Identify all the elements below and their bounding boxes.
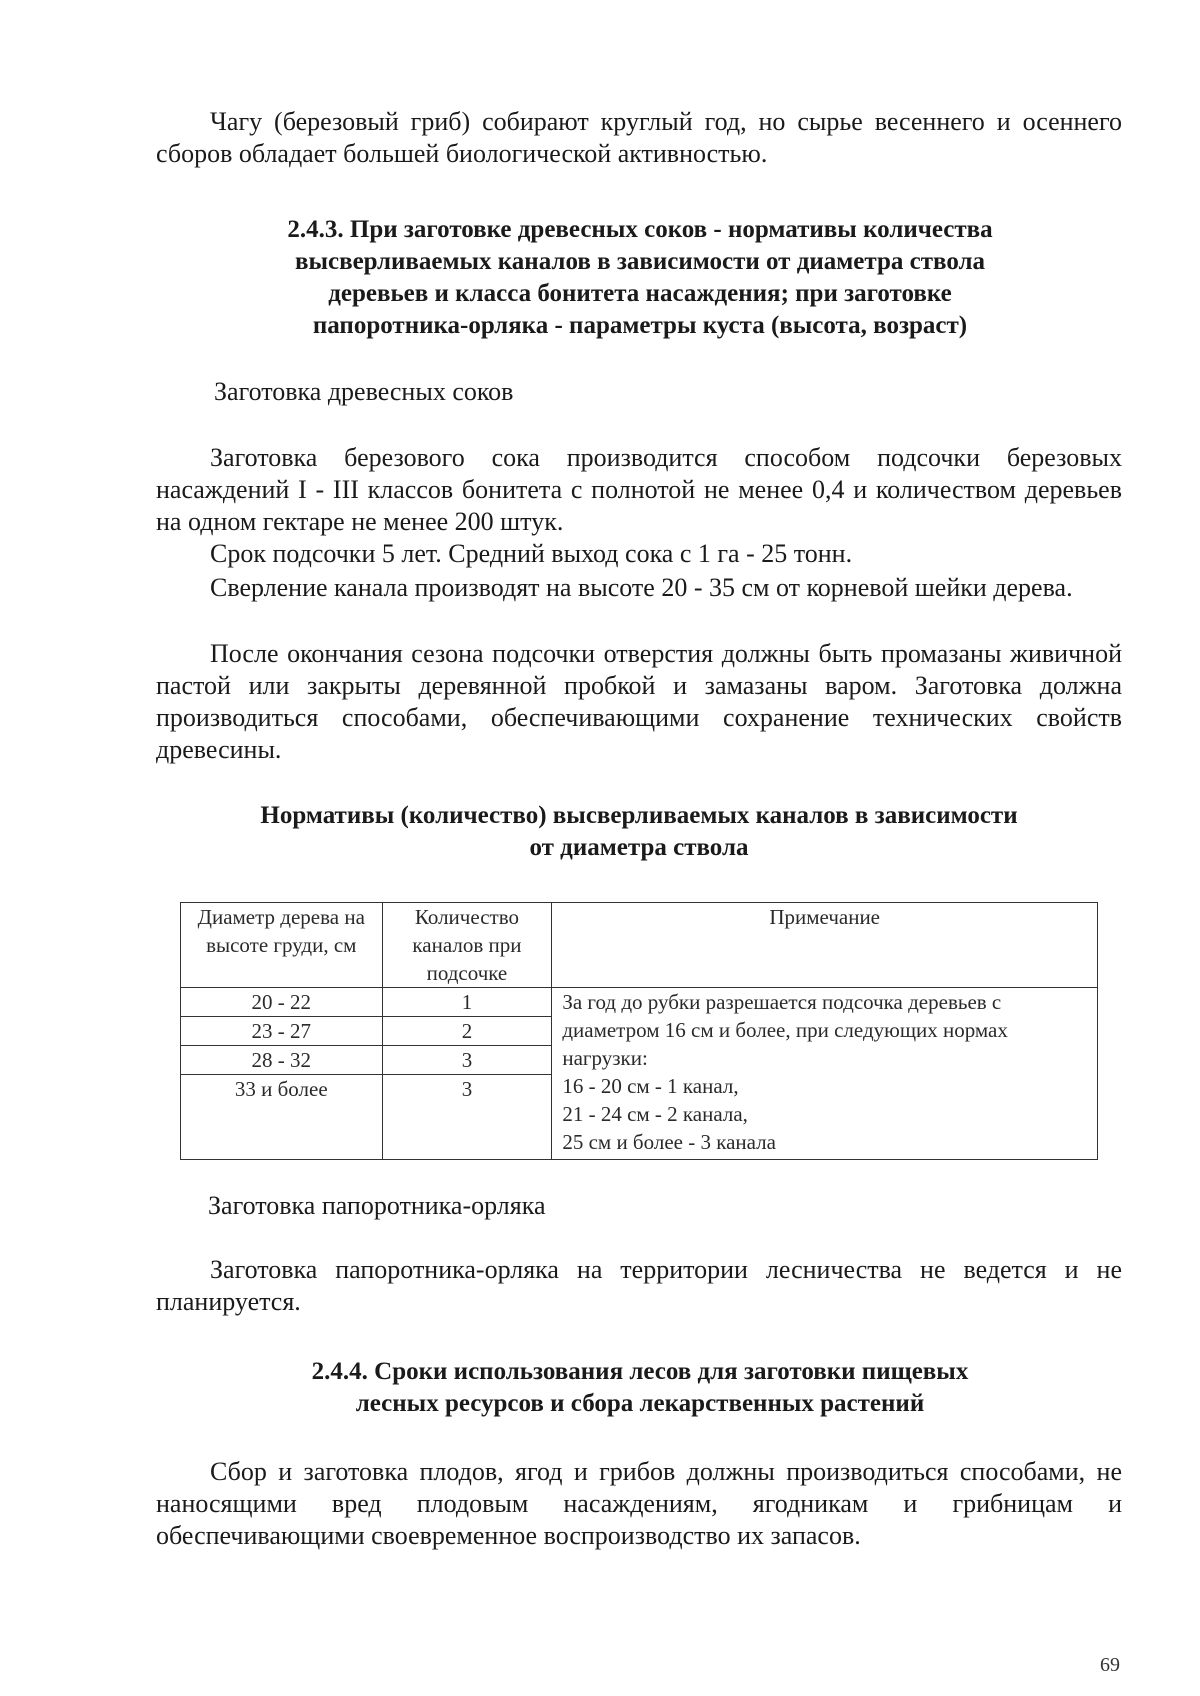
header-channels: Количество каналов при подсочке <box>382 903 552 988</box>
heading-line: 2.4.4. Сроки использования лесов для заготовки пищевых <box>311 1358 969 1385</box>
paragraph-fern: Заготовка папоротника-орляка на территории лесничества не ведется и не планируется. <box>156 1255 1122 1316</box>
note-line: За год до рубки разрешается подсочка деревьев с <box>562 990 1002 1014</box>
table-row <box>181 988 1098 1017</box>
channels-norms-table <box>180 902 1098 1160</box>
section-2-4-4-heading <box>160 1356 1120 1420</box>
cell-diameter: 23 - 27 <box>181 1017 383 1046</box>
table-title <box>180 800 1098 864</box>
section-2-4-3-heading <box>160 214 1120 342</box>
heading-line: высверливаемых каналов в зависимости от диаметра ствола <box>294 248 986 275</box>
table-title-line: Нормативы (количество) высверливаемых каналов в зависимости <box>260 802 1018 829</box>
header-note: Примечание <box>552 903 1098 988</box>
paragraph-chaga: Чагу (березовый гриб) собирают круглый год, но сырье весеннего и осеннего сборов обладает большей биологической активностью. <box>156 107 1122 168</box>
heading-line: лесных ресурсов и сбора лекарственных растений <box>355 1390 925 1417</box>
fern-subheading: Заготовка папоротника-орляка <box>208 1191 546 1220</box>
note-line: нагрузки: <box>562 1046 648 1070</box>
paragraph-drilling-height: Сверление канала производят на высоте 20 - 35 см от корневой шейки дерева. <box>210 573 1073 602</box>
cell-channels: 2 <box>382 1017 552 1046</box>
cell-note <box>552 988 1098 1160</box>
cell-diameter: 33 и более <box>181 1075 383 1160</box>
cell-channels: 3 <box>382 1046 552 1075</box>
heading-line: деревьев и класса бонитета насаждения; при заготовке <box>328 280 952 307</box>
note-line: 16 - 20 см - 1 канал, <box>562 1074 739 1098</box>
cell-diameter: 28 - 32 <box>181 1046 383 1075</box>
heading-line: папоротника-орляка - параметры куста (высота, возраст) <box>312 312 968 339</box>
page-number: 69 <box>1100 1654 1120 1676</box>
note-line: 25 см и более - 3 канала <box>562 1130 776 1154</box>
note-line: диаметром 16 см и более, при следующих нормах <box>562 1018 1008 1042</box>
paragraph-sap-term: Срок подсочки 5 лет. Средний выход сока с 1 га - 25 тонн. <box>210 539 853 568</box>
cell-diameter: 20 - 22 <box>181 988 383 1017</box>
paragraph-sap-method: Заготовка березового сока производится способом подсочки березовых насаждений I - III классов бонитета с полнотой не менее 0,4 и количеством деревьев на одном гектаре не менее 200 штук. <box>156 443 1122 536</box>
table-title-line: от диаметра ствола <box>529 834 749 861</box>
paragraph-after-season: После окончания сезона подсочки отверстия должны быть промазаны живичной пастой или закрыты деревянной пробкой и замазаны варом. Заготовка должна производиться способами, обеспечивающими сохранение технических свойств древесины. <box>156 639 1122 764</box>
table-header-row <box>181 903 1098 988</box>
header-diameter: Диаметр дерева на высоте груди, см <box>181 903 383 988</box>
cell-channels: 1 <box>382 988 552 1017</box>
note-line: 21 - 24 см - 2 канала, <box>562 1102 748 1126</box>
cell-channels: 3 <box>382 1075 552 1160</box>
sap-subheading: Заготовка древесных соков <box>214 377 514 406</box>
heading-line: 2.4.3. При заготовке древесных соков - нормативы количества <box>287 216 993 243</box>
paragraph-harvest-methods: Сбор и заготовка плодов, ягод и грибов должны производиться способами, не наносящими вред плодовым насаждениям, ягодникам и грибницам и обеспечивающими своевременное воспроизводство их запасов. <box>156 1457 1122 1550</box>
